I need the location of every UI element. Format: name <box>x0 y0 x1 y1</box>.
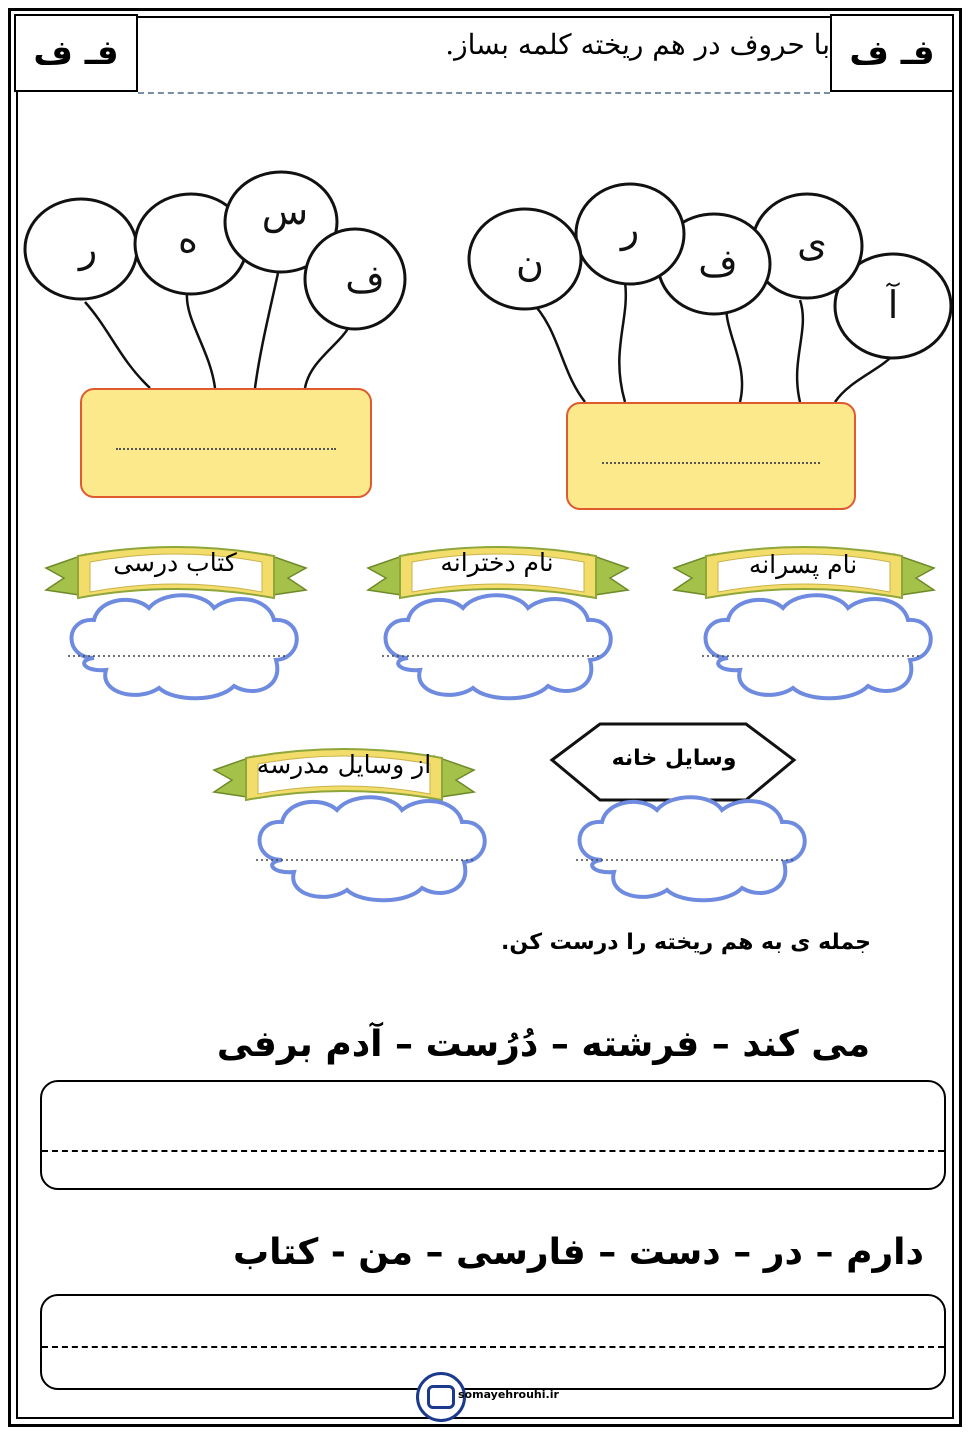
categories-illustration <box>0 520 976 940</box>
balloon-letter: ر <box>620 207 640 251</box>
cloud-girls-names[interactable] <box>386 595 611 698</box>
footer-site: somayehrouhi.ir <box>458 1388 559 1401</box>
label-home-items: وسایل خانه <box>611 746 737 771</box>
cloud-boys-names[interactable] <box>706 595 931 698</box>
writing-line <box>116 448 336 450</box>
cloud-home-items[interactable] <box>580 797 805 900</box>
label-school-book: کتاب درسی <box>113 548 237 577</box>
balloon-letter: ف <box>345 257 385 301</box>
header-letters-right-text: فـ ف <box>849 33 935 73</box>
header-title: با حروف در هم ریخته کلمه بساز. <box>445 28 830 61</box>
logo-mark <box>427 1385 455 1409</box>
dashed-guide <box>42 1150 944 1152</box>
balloon-letter: ه <box>178 217 198 261</box>
balloon-letter: آ <box>887 283 899 327</box>
header-letters-left-text: فـ ف <box>33 33 119 73</box>
balloon-letter: ن <box>516 241 544 285</box>
answer-box-left[interactable] <box>80 388 372 498</box>
label-boys-names: نام پسرانه <box>748 550 858 579</box>
label-girls-names: نام دخترانه <box>440 548 554 577</box>
balloon-letter: س <box>261 189 309 233</box>
dashed-guide <box>42 1346 944 1348</box>
scrambled-sentence-2: دارم – در – دست – فارسی – من - کتاب <box>232 1232 924 1273</box>
label-school-items: از وسایل مدرسه <box>256 750 432 779</box>
instruction: جمله ی به هم ریخته را درست کن. <box>501 930 871 955</box>
balloon-letter: ی <box>797 221 827 265</box>
cloud-school-items[interactable] <box>260 797 485 900</box>
scrambled-sentence-1: می کند – فرشته – دُرُست – آدم برفی <box>216 1024 870 1065</box>
balloon-letter: ر <box>78 227 98 271</box>
answer-line-2[interactable] <box>40 1294 946 1390</box>
answer-line-1[interactable] <box>40 1080 946 1190</box>
writing-line <box>602 462 820 464</box>
cloud-school-book[interactable] <box>72 595 297 698</box>
answer-box-right[interactable] <box>566 402 856 510</box>
balloon-letter: ف <box>698 241 738 285</box>
